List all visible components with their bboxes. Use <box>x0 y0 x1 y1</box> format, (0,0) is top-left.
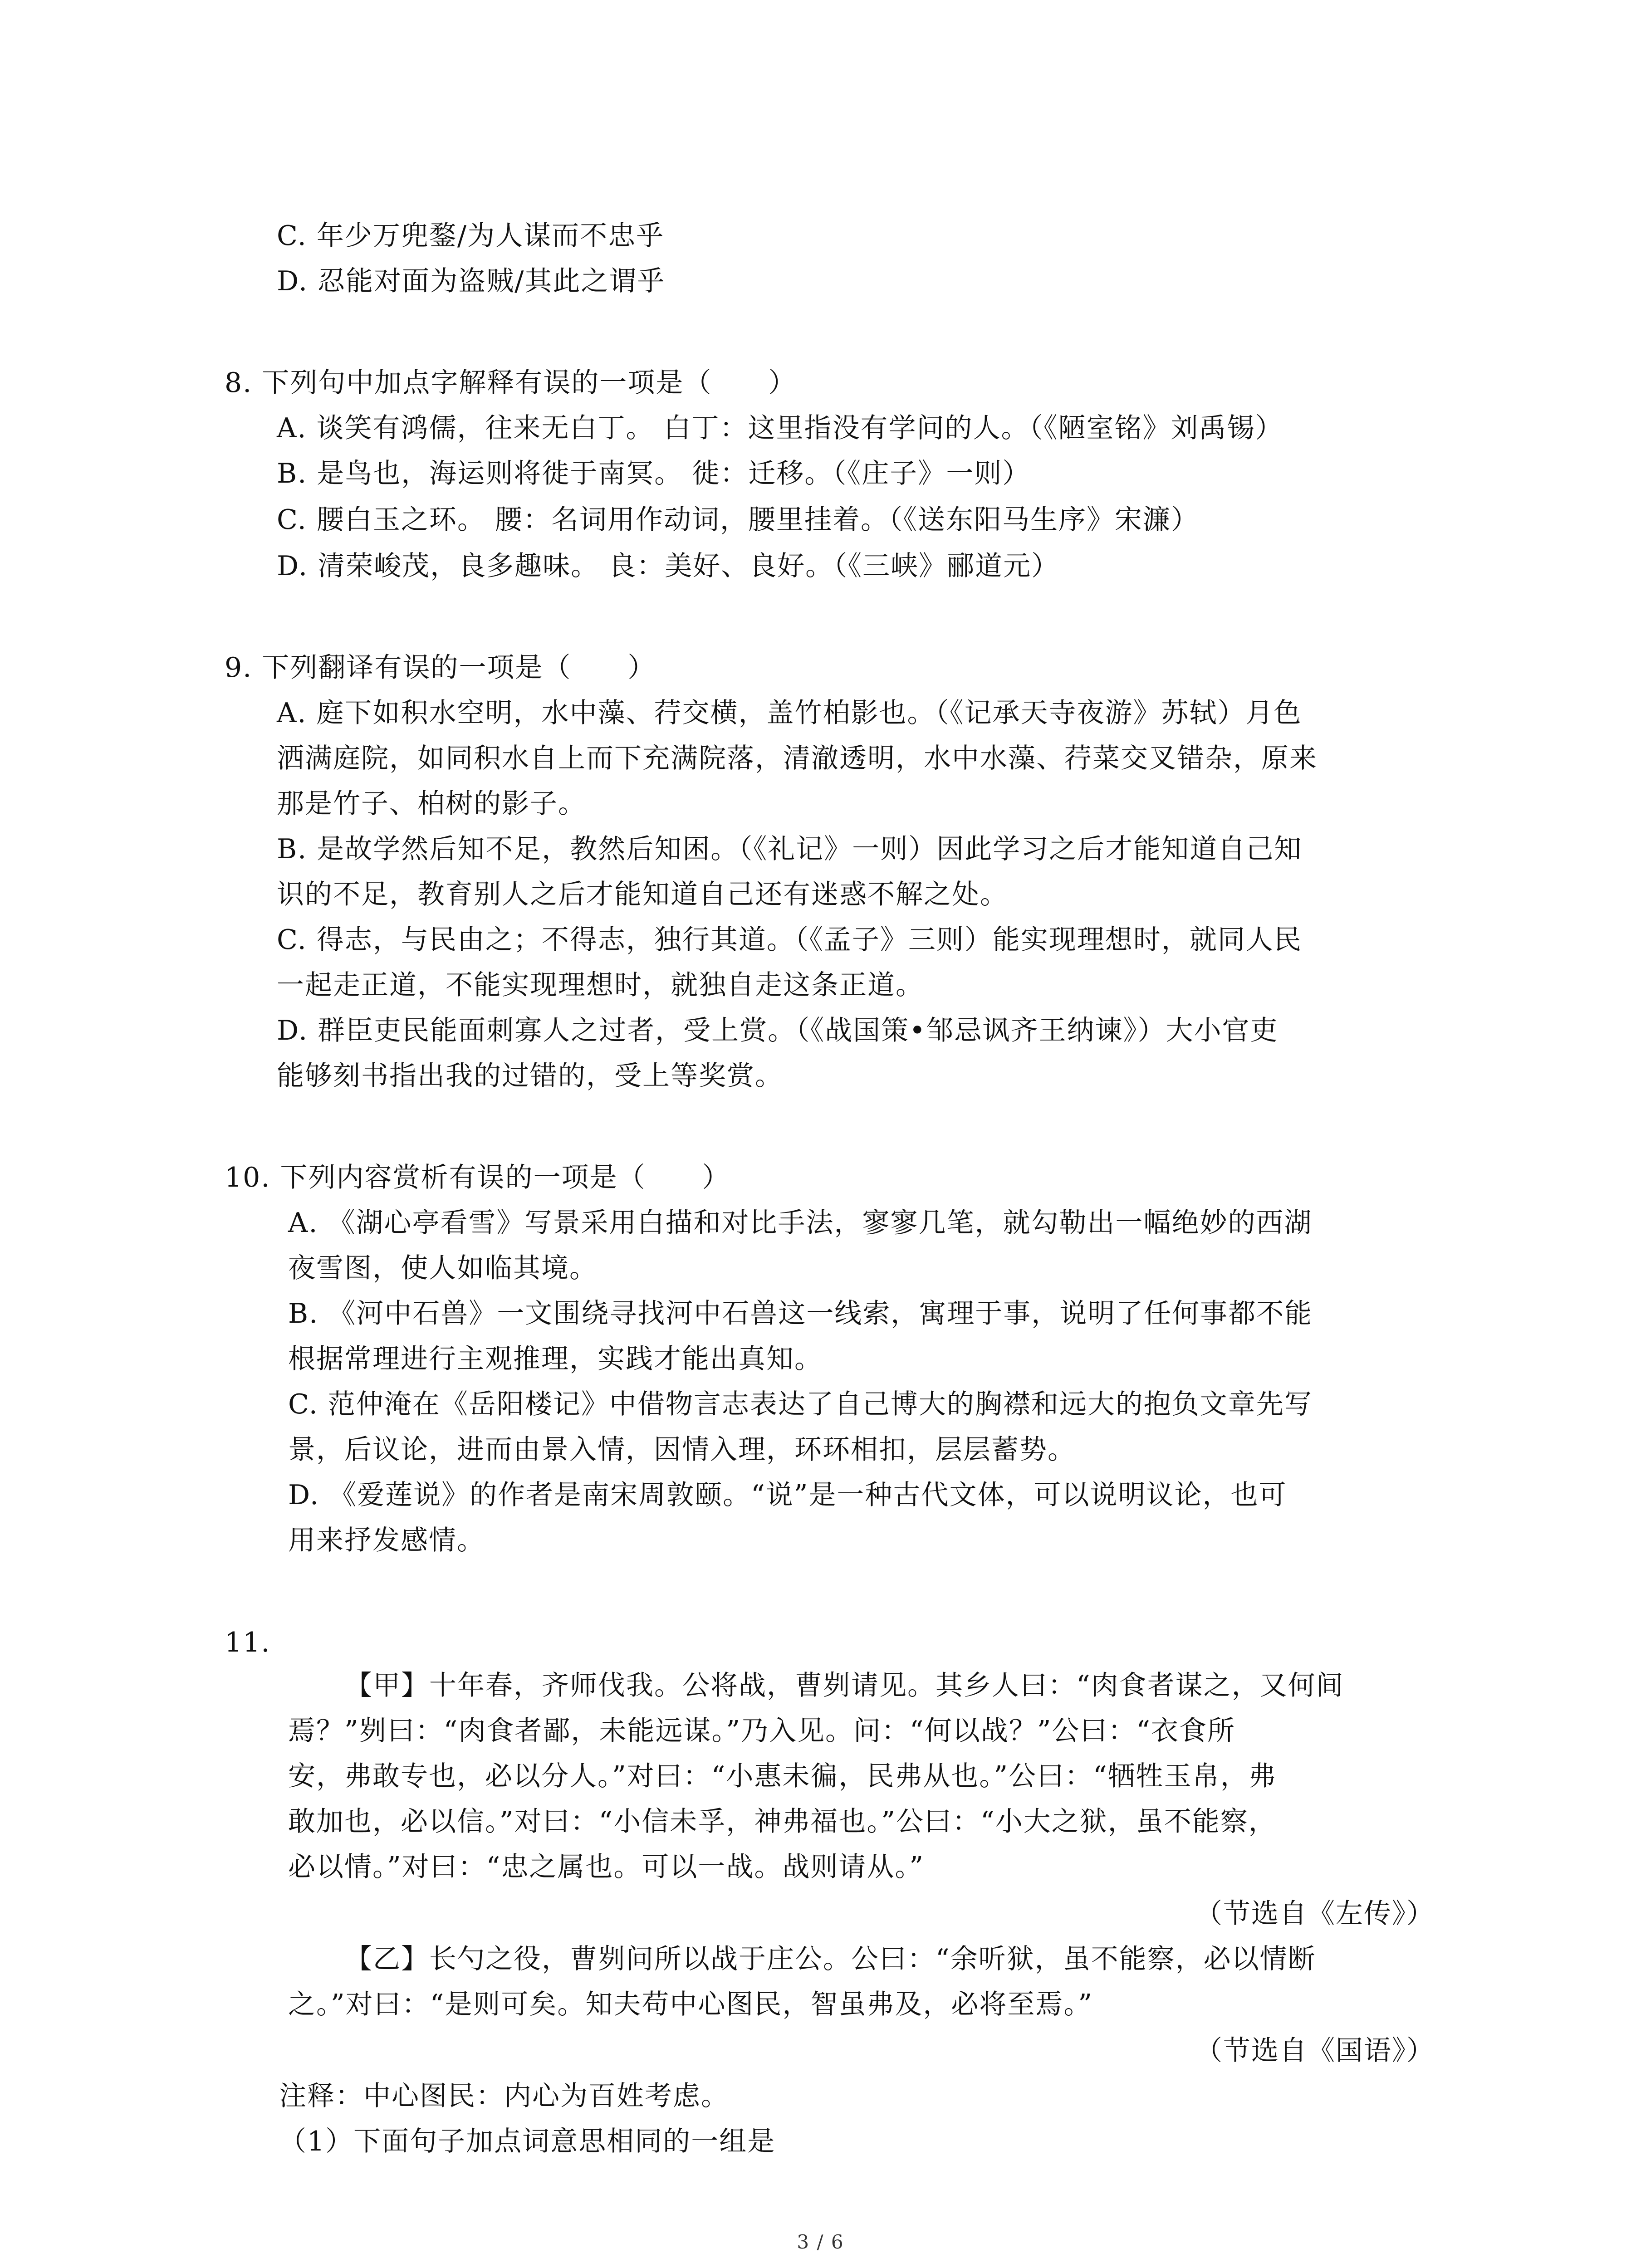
question-10-option-b-line: B. 《河中石兽》一文围绕寻找河中石兽这一线索，寓理于事，说明了任何事都不能 <box>288 1298 1313 1330</box>
passage-jia-line: 【甲】十年春，齐师伐我。公将战，曹刿请见。其乡人曰：“肉食者谋之，又何间 <box>345 1670 1344 1701</box>
question-10-option-c-line: C. 范仲淹在《岳阳楼记》中借物言志表达了自己博大的胸襟和远大的抱负文章先写 <box>288 1388 1313 1420</box>
passage-jia-line: 必以情。”对曰：“忠之属也。可以一战。战则请从。” <box>288 1851 925 1883</box>
question-10-option-b-line: 根据常理进行主观推理，实践才能出真知。 <box>288 1343 823 1375</box>
passage-jia-line: 焉？”刿曰：“肉食者鄙，未能远谋。”乃入见。问：“何以战？”公曰：“衣食所 <box>288 1715 1236 1747</box>
question-8-option-d: D. 清荣峻茂，良多趣味。 良：美好、良好。（《三峡》郦道元） <box>277 550 1060 582</box>
question-8-stem: 8. 下列句中加点字解释有误的一项是（ ） <box>225 367 797 399</box>
question-8-option-c: C. 腰白玉之环。 腰：名词用作动词，腰里挂着。（《送东阳马生序》宋濂） <box>277 504 1199 536</box>
question-9-option-c-line: C. 得志，与民由之；不得志，独行其道。（《孟子》三则）能实现理想时，就同人民 <box>277 924 1302 956</box>
passage-jia-line: 安，弗敢专也，必以分人。”对曰：“小惠未徧，民弗从也。”公曰：“牺牲玉帛，弗 <box>288 1760 1277 1792</box>
option-d-prev: D. 忍能对面为盗贼/其此之谓乎 <box>277 265 666 297</box>
question-9-option-d-line: 能够刻书指出我的过错的，受上等奖赏。 <box>277 1060 783 1092</box>
question-9-option-a-line: 那是竹子、柏树的影子。 <box>277 788 586 820</box>
question-10-stem: 10. 下列内容赏析有误的一项是（ ） <box>225 1162 730 1193</box>
passage-jia-line: 敢加也，必以信。”对曰：“小信未孚，神弗福也。”公曰：“小大之狱，虽不能察， <box>288 1806 1277 1838</box>
question-10-option-c-line: 景，后议论，进而由景入情，因情入理，环环相扣，层层蓄势。 <box>288 1434 1076 1466</box>
question-10-option-a-line: A. 《湖心亭看雪》写景采用白描和对比手法，寥寥几笔，就勾勒出一幅绝妙的西湖 <box>288 1207 1313 1239</box>
passage-note: 注释：中心图民：内心为百姓考虑。 <box>279 2080 729 2112</box>
question-10-option-d-line: 用来抒发感情。 <box>288 1525 485 1556</box>
question-9-option-a-line: A. 庭下如积水空明，水中藻、荇交横，盖竹柏影也。（《记承天寺夜游》苏轼）月色 <box>277 697 1302 729</box>
question-10-option-a-line: 夜雪图，使人如临其境。 <box>288 1252 598 1284</box>
passage-yi-line: 之。”对曰：“是则可矣。知夫苟中心图民，智虽弗及，必将至焉。” <box>288 1989 1093 2020</box>
page-number: 3 / 6 <box>797 2231 844 2253</box>
question-8-option-b: B. 是鸟也，海运则将徙于南冥。 徙：迁移。（《庄子》一则） <box>277 458 1031 489</box>
sub-question-1: （1）下面句子加点词意思相同的一组是 <box>279 2126 776 2157</box>
question-9-option-c-line: 一起走正道，不能实现理想时，就独自走这条正道。 <box>277 969 924 1001</box>
option-c-prev: C. 年少万兜鍪/为人谋而不忠乎 <box>277 220 665 252</box>
question-10-option-d-line: D. 《爱莲说》的作者是南宋周敦颐。“说”是一种古代文体，可以说明议论，也可 <box>288 1479 1287 1511</box>
question-8-option-a: A. 谈笑有鸿儒，往来无白丁。 白丁：这里指没有学问的人。（《陋室铭》刘禹锡） <box>277 412 1283 444</box>
question-11-number: 11. <box>225 1627 271 1658</box>
passage-yi-source: （节选自《国语》） <box>1195 2035 1435 2067</box>
question-9-option-b-line: 识的不足，教育别人之后才能知道自己还有迷惑不解之处。 <box>277 879 1008 910</box>
question-9-option-a-line: 洒满庭院，如同积水自上而下充满院落，清澈透明，水中水藻、荇菜交叉错杂，原来 <box>277 743 1318 774</box>
passage-jia-source: （节选自《左传》） <box>1195 1898 1435 1930</box>
question-9-option-b-line: B. 是故学然后知不足，教然后知困。（《礼记》一则）因此学习之后才能知道自己知 <box>277 833 1303 865</box>
passage-yi-line: 【乙】长勺之役，曹刿问所以战于庄公。公曰：“余听狱，虽不能察，必以情断 <box>345 1943 1316 1975</box>
question-9-stem: 9. 下列翻译有误的一项是（ ） <box>225 652 656 684</box>
question-9-option-d-line: D. 群臣吏民能面刺寡人之过者，受上赏。（《战国策•邹忌讽齐王纳谏》）大小官吏 <box>277 1015 1279 1046</box>
